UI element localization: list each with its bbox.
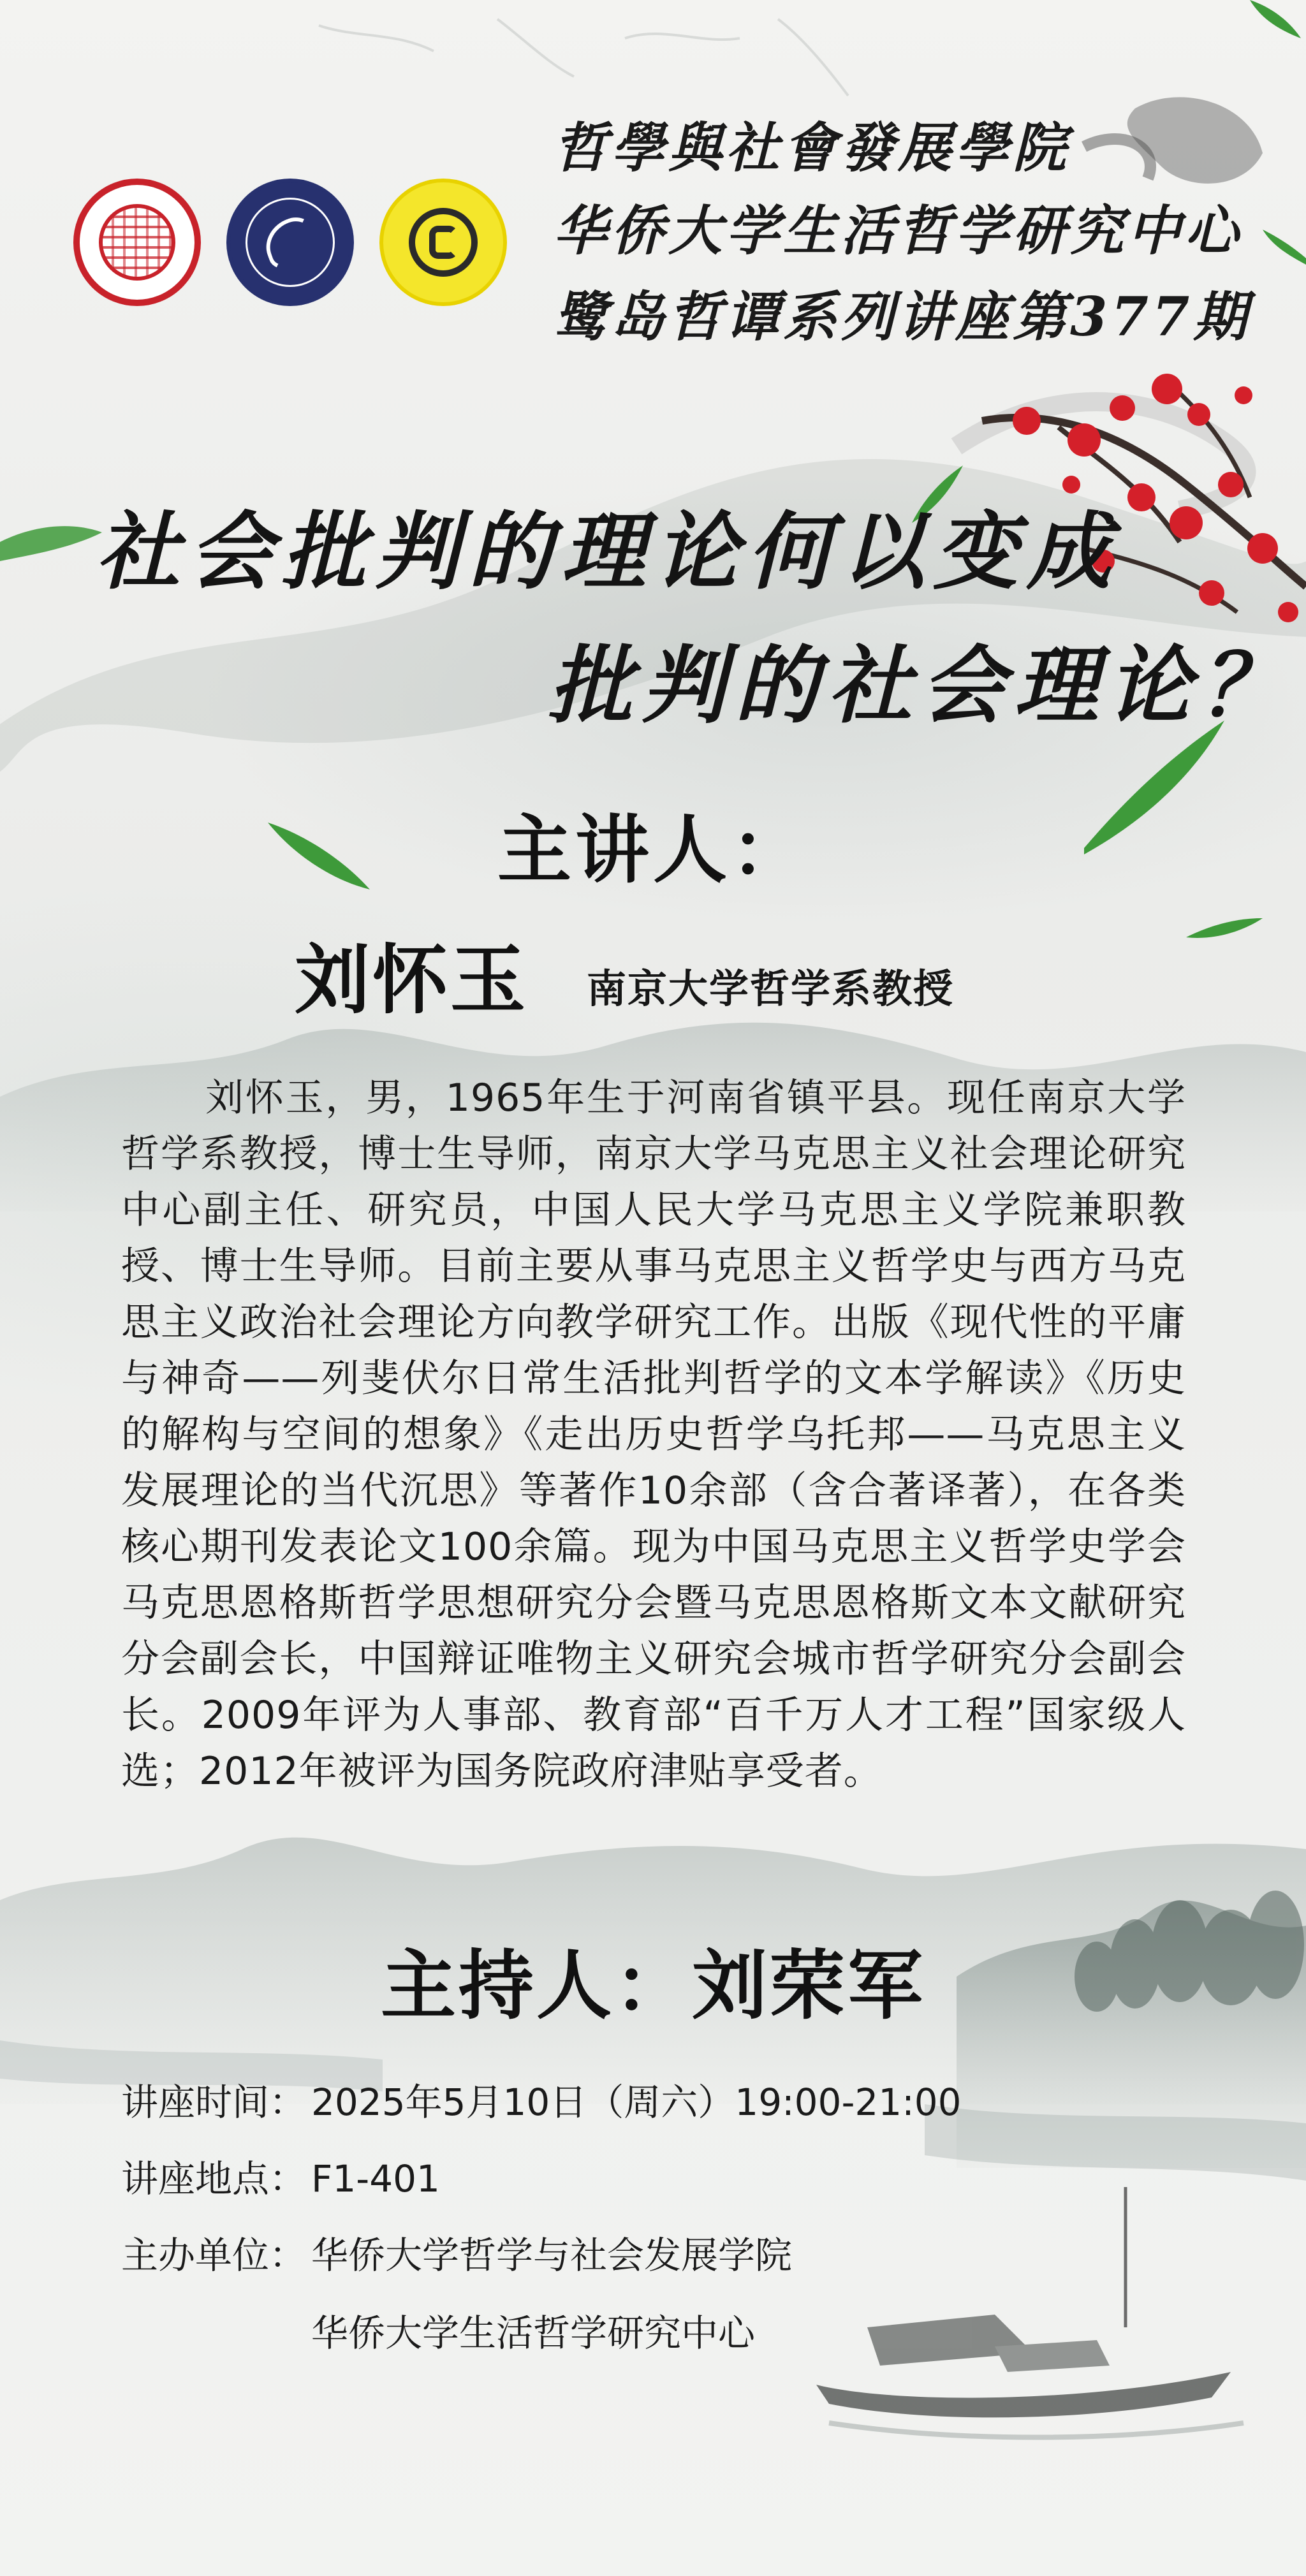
header-center-name: 华侨大学生活哲学研究中心 — [554, 199, 1243, 262]
lecture-time-label: 讲座时间： — [121, 2081, 307, 2124]
speaker-affiliation: 南京大学哲学系教授 — [587, 965, 955, 1012]
speaker-name: 刘怀玉 — [295, 935, 529, 1024]
organizer-value-2: 华侨大学生活哲学研究中心 — [311, 2311, 756, 2355]
life-philosophy-center-logo — [379, 179, 507, 306]
lecture-time-value: 2025年5月10日（周六）19:00-21:00 — [311, 2081, 962, 2124]
lecture-place-label: 讲座地点： — [121, 2157, 307, 2200]
header-series-name: 鹭岛哲谭系列讲座第377期 — [554, 285, 1251, 348]
calligraphy-watermark — [319, 19, 848, 96]
organizer-row — [121, 2234, 793, 2277]
globe-icon — [99, 204, 175, 281]
smoke-swirl — [1084, 139, 1150, 179]
lecture-time-row — [121, 2081, 962, 2124]
philosophy-school-logo — [226, 179, 354, 306]
lecture-title-line-1: 社会批判的理论何以变成 — [96, 502, 1120, 601]
boat — [816, 2187, 1244, 2438]
host-line: 主持人：刘荣军 — [380, 1941, 925, 2030]
s-letter-icon — [429, 226, 458, 259]
lecture-place-value: F1-401 — [311, 2157, 440, 2200]
emblem-ring — [409, 208, 478, 277]
speaker-heading: 主讲人： — [497, 807, 809, 893]
organizer-value-1: 华侨大学哲学与社会发展学院 — [311, 2234, 793, 2277]
organizer-label: 主办单位： — [121, 2234, 307, 2277]
speaker-bio: 刘怀玉，男，1965年生于河南省镇平县。现任南京大学哲学系教授，博士生导师，南京大学马克思主义社会理论研究中心副主任、研究员，中国人民大学马克思主义学院兼职教授、博士生导师。目前主要从事马克思主义哲学史与西方马克思主义政治社会理论方向教学研究工作。出版《现代性的平庸与神奇——列斐伏尔日常生活批判哲学的文本学解读》《历史的解构与空间的想象》《走出历史哲学乌托邦——马克思主义发展理论的当代沉思》等著作10余部（含合著译著），在各类核心期刊发表论文100余篇。现为中国马克思主义哲学史学会马克思恩格斯哲学思想研究分会暨马克思恩格斯文本文献研究分会副会长，中国辩证唯物主义研究会城市哲学研究分会副会长。2009年评为人事部、教育部“百千万人才工程”国家级人选；2012年被评为国务院政府津贴享受者。 — [121, 1076, 1186, 1794]
header-school-name: 哲學與社會發展學院 — [554, 116, 1071, 179]
huaqiao-university-logo — [73, 179, 201, 306]
lecture-title-line-2: 批判的社会理论？ — [548, 636, 1293, 735]
lecture-place-row — [121, 2157, 440, 2200]
